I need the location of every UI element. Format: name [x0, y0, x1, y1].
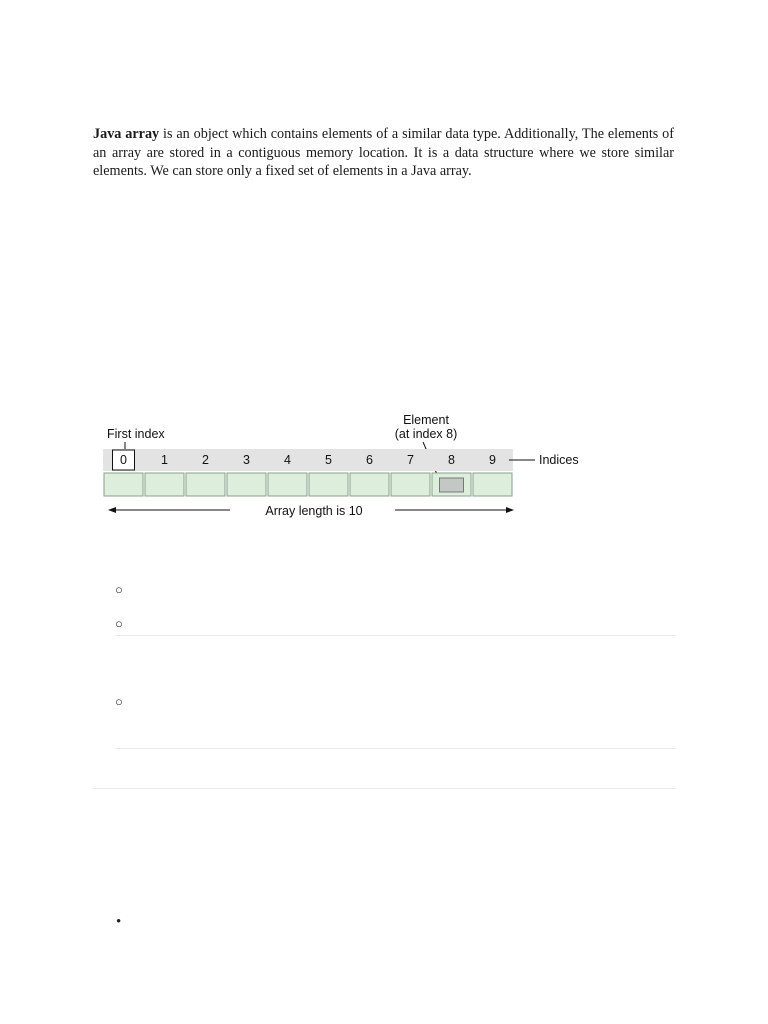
- java-array-diagram: [95, 405, 615, 530]
- index-label-2: 2: [202, 453, 209, 467]
- bullet-filled-1: •: [116, 914, 122, 930]
- index-label-1: 1: [161, 453, 168, 467]
- index-label-8: 8: [448, 453, 455, 467]
- bullet-hollow-2: ○: [115, 616, 123, 631]
- intro-text: is an object which contains elements of a similar data type. Additionally, The elements of an array are stored in a contiguous memory location. It is a data structure where we store similar elements. We can store only a fixed set of elements in a Java array.: [93, 126, 674, 180]
- highlighted-element: [440, 478, 464, 492]
- indices-label: Indices: [539, 453, 579, 467]
- index-label-4: 4: [284, 453, 291, 467]
- array-cell-6: [350, 473, 389, 496]
- array-cell-4: [268, 473, 307, 496]
- array-cell-1: [145, 473, 184, 496]
- array-cell-2: [186, 473, 225, 496]
- array-length-label: Array length is 10: [265, 504, 363, 518]
- index-label-6: 6: [366, 453, 373, 467]
- array-cell-0: [104, 473, 143, 496]
- bullet-hollow-1: ○: [115, 582, 123, 597]
- index-label-9: 9: [489, 453, 496, 467]
- first-index-label: First index: [107, 427, 165, 441]
- array-cell-3: [227, 473, 266, 496]
- array-cells: [104, 473, 512, 496]
- index-label-3: 3: [243, 453, 250, 467]
- array-cell-9: [473, 473, 512, 496]
- index-label-7: 7: [407, 453, 414, 467]
- element-label-line2: (at index 8): [394, 427, 458, 441]
- intro-paragraph: [93, 125, 674, 181]
- index-label-0: 0: [120, 453, 127, 467]
- array-cell-7: [391, 473, 430, 496]
- intro-term: Java array: [93, 126, 160, 142]
- array-cell-5: [309, 473, 348, 496]
- bullet-hollow-3: ○: [115, 694, 123, 709]
- index-label-5: 5: [325, 453, 332, 467]
- element-label-line1: Element: [403, 413, 449, 427]
- divider-2: [115, 748, 676, 749]
- divider-3: [93, 788, 676, 789]
- divider-1: [115, 635, 676, 636]
